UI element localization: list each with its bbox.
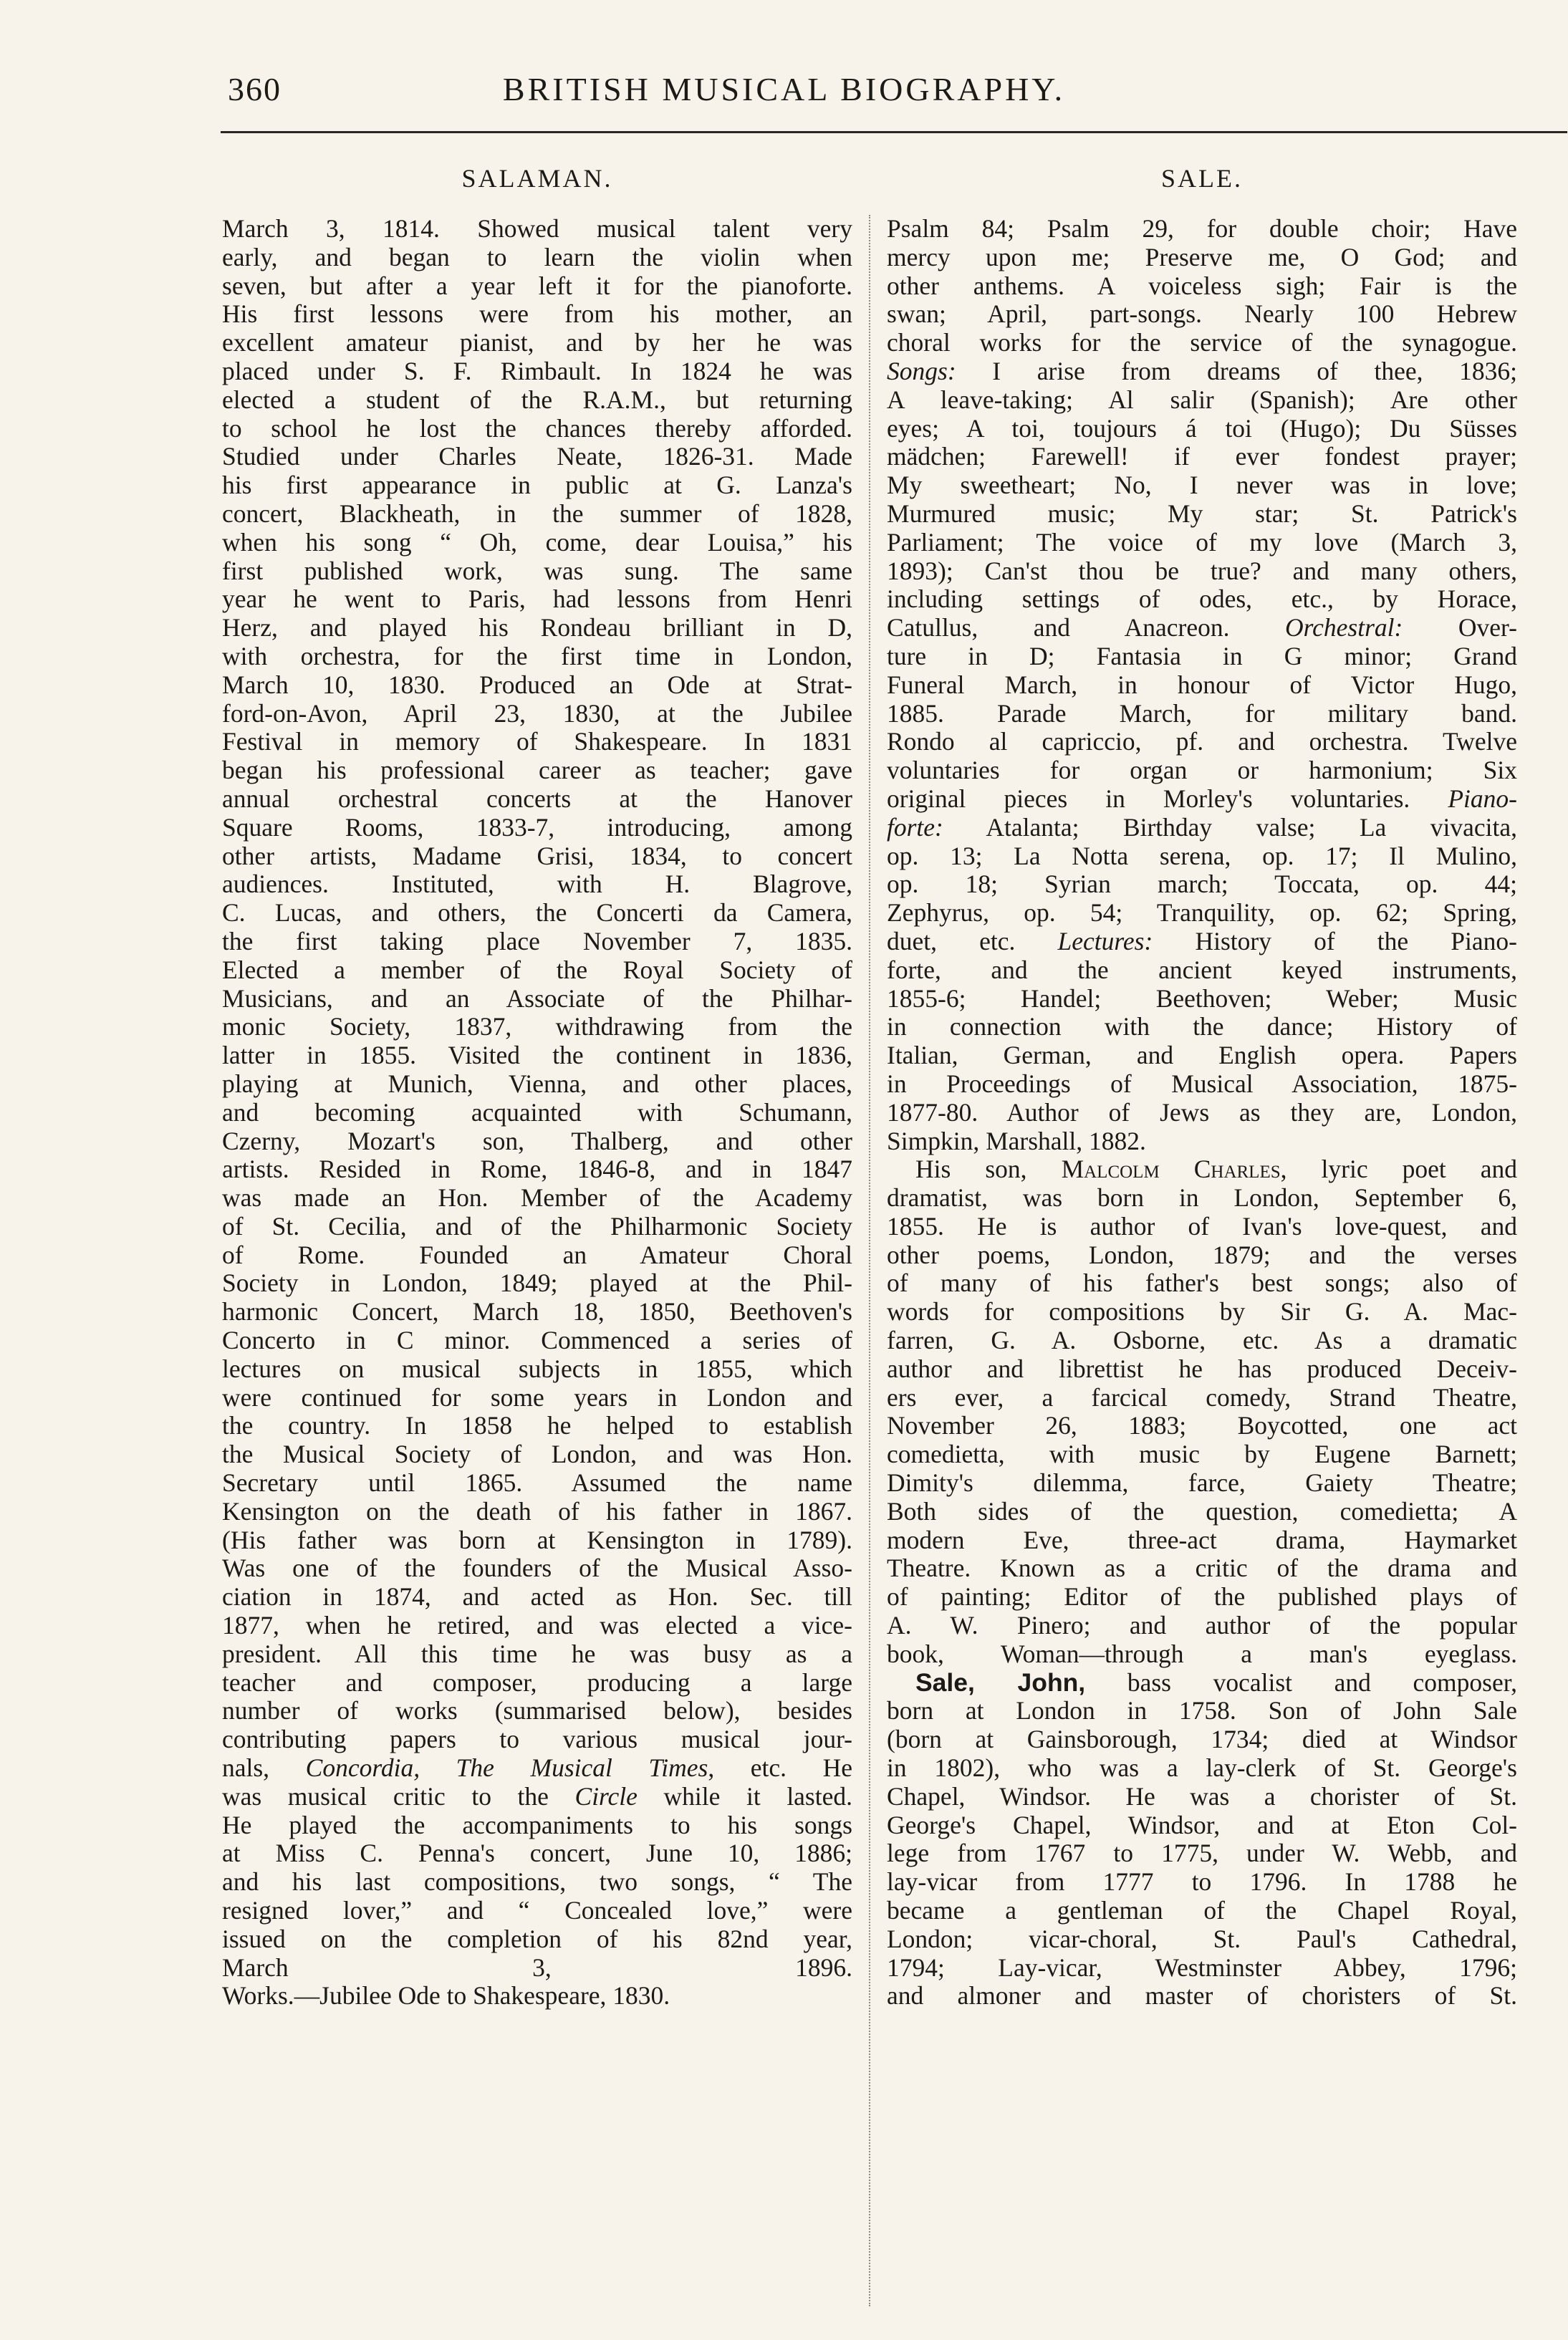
text-line: Italian, German, and English opera. Papers bbox=[887, 1041, 1517, 1070]
text-line: Secretary until 1865. Assumed the name bbox=[222, 1468, 852, 1498]
text-line: and his last compositions, two songs, “ The bbox=[222, 1867, 852, 1897]
text-line: Funeral March, in honour of Victor Hugo, bbox=[887, 670, 1517, 699]
column-divider bbox=[869, 215, 871, 2306]
text-line: first published work, was sung. The same bbox=[222, 556, 852, 585]
text-line: dramatist, was born in London, September 6, bbox=[887, 1183, 1517, 1213]
text-line: early, and began to learn the violin when bbox=[222, 242, 852, 271]
text-line: Festival in memory of Shakespeare. In 1831 bbox=[222, 727, 852, 756]
header-rule bbox=[221, 131, 1567, 133]
text-line: of painting; Editor of the published plays of bbox=[887, 1582, 1517, 1612]
text-line: Square Rooms, 1833-7, introducing, among bbox=[222, 812, 852, 842]
text-line: playing at Munich, Vienna, and other places, bbox=[222, 1069, 852, 1098]
text-line: in Proceedings of Musical Association, 1875- bbox=[887, 1069, 1517, 1098]
text-line: lege from 1767 to 1775, under W. Webb, and bbox=[887, 1839, 1517, 1868]
text-line: He played the accompaniments to his songs bbox=[222, 1810, 852, 1839]
text-line: concert, Blackheath, in the summer of 1828, bbox=[222, 499, 852, 528]
text-line: modern Eve, three-act drama, Haymarket bbox=[887, 1525, 1517, 1554]
text-line: to school he lost the chances thereby afforded. bbox=[222, 413, 852, 443]
text-line: president. All this time he was busy as a bbox=[222, 1639, 852, 1668]
text-line: C. Lucas, and others, the Concerti da Camera, bbox=[222, 898, 852, 928]
text-line: November 26, 1883; Boycotted, one act bbox=[887, 1411, 1517, 1440]
text-line: placed under S. F. Rimbault. In 1824 he was bbox=[222, 356, 852, 385]
text-line: March 3, 1814. Showed musical talent very bbox=[222, 214, 852, 243]
text-line: My sweetheart; No, I never was in love; bbox=[887, 471, 1517, 500]
text-line: audiences. Instituted, with H. Blagrove, bbox=[222, 870, 852, 899]
left-column bbox=[222, 215, 852, 2313]
text-line: Songs: I arise from dreams of thee, 1836; bbox=[887, 356, 1517, 385]
text-line: duet, etc. Lectures: History of the Piano- bbox=[887, 926, 1517, 955]
text-line: op. 18; Syrian march; Toccata, op. 44; bbox=[887, 870, 1517, 899]
text-line: and becoming acquainted with Schumann, bbox=[222, 1097, 852, 1127]
text-line: March 3, 1896. bbox=[222, 1953, 852, 1982]
text-line: with orchestra, for the first time in London, bbox=[222, 641, 852, 670]
text-line: Parliament; The voice of my love (March 3, bbox=[887, 527, 1517, 557]
text-line: teacher and composer, producing a large bbox=[222, 1667, 852, 1697]
text-line: forte, and the ancient keyed instruments, bbox=[887, 955, 1517, 984]
text-line: Chapel, Windsor. He was a chorister of St. bbox=[887, 1781, 1517, 1811]
text-line: original pieces in Morley's voluntaries. Piano- bbox=[887, 784, 1517, 813]
text-line: artists. Resided in Rome, 1846-8, and in 1847 bbox=[222, 1155, 852, 1184]
text-line: George's Chapel, Windsor, and at Eton Col- bbox=[887, 1810, 1517, 1839]
text-line: forte: Atalanta; Birthday valse; La vivacita, bbox=[887, 812, 1517, 842]
text-line: in 1802), who was a lay-clerk of St. George's bbox=[887, 1753, 1517, 1783]
running-head: BRITISH MUSICAL BIOGRAPHY. bbox=[502, 71, 1066, 107]
text-line: mercy upon me; Preserve me, O God; and bbox=[887, 242, 1517, 271]
text-line: 1794; Lay-vicar, Westminster Abbey, 1796; bbox=[887, 1953, 1517, 1982]
text-line: the Musical Society of London, and was Hon. bbox=[222, 1440, 852, 1469]
text-line: resigned lover,” and “ Concealed love,” were bbox=[222, 1896, 852, 1925]
text-line: harmonic Concert, March 18, 1850, Beethoven's bbox=[222, 1297, 852, 1327]
text-line: the first taking place November 7, 1835. bbox=[222, 926, 852, 955]
text-line: Simpkin, Marshall, 1882. bbox=[887, 1126, 1146, 1155]
text-line: choral works for the service of the synagogue. bbox=[887, 328, 1517, 357]
text-line: 1877, when he retired, and was elected a vice- bbox=[222, 1611, 852, 1640]
text-line: Catullus, and Anacreon. Orchestral: Over- bbox=[887, 613, 1517, 642]
text-line: Herz, and played his Rondeau brilliant in D, bbox=[222, 613, 852, 642]
text-line: year he went to Paris, had lessons from Henri bbox=[222, 584, 852, 614]
text-line: ers ever, a farcical comedy, Strand Theatre, bbox=[887, 1382, 1517, 1412]
text-line: other poems, London, 1879; and the verses bbox=[887, 1240, 1517, 1269]
text-line: of St. Cecilia, and of the Philharmonic Society bbox=[222, 1211, 852, 1241]
right-column-head: SALE. bbox=[1161, 164, 1243, 193]
text-line: Theatre. Known as a critic of the drama and bbox=[887, 1554, 1517, 1583]
right-column bbox=[887, 215, 1517, 2313]
text-line: March 10, 1830. Produced an Ode at Strat- bbox=[222, 670, 852, 699]
text-line: eyes; A toi, toujours á toi (Hugo); Du Süsses bbox=[887, 413, 1517, 443]
text-line: Society in London, 1849; played at the Phil- bbox=[222, 1268, 852, 1298]
text-line: A leave-taking; Al salir (Spanish); Are other bbox=[887, 385, 1517, 414]
text-line: Musicians, and an Associate of the Philhar- bbox=[222, 983, 852, 1013]
text-line: op. 13; La Notta serena, op. 17; Il Mulino, bbox=[887, 841, 1517, 870]
text-line: 1855. He is author of Ivan's love-quest, and bbox=[887, 1211, 1517, 1241]
text-line: monic Society, 1837, withdrawing from the bbox=[222, 1012, 852, 1041]
text-line: at Miss C. Penna's concert, June 10, 1886; bbox=[222, 1839, 852, 1868]
text-line: Dimity's dilemma, farce, Gaiety Theatre; bbox=[887, 1468, 1517, 1498]
text-line: Psalm 84; Psalm 29, for double choir; Have bbox=[887, 214, 1517, 243]
text-line: when his song “ Oh, come, dear Louisa,” his bbox=[222, 527, 852, 557]
text-line: His son, Malcolm Charles, lyric poet and bbox=[915, 1155, 1518, 1184]
text-line: nals, Concordia, The Musical Times, etc. He bbox=[222, 1753, 852, 1783]
text-line: was musical critic to the Circle while it lasted. bbox=[222, 1781, 852, 1811]
text-line: book, Woman—through a man's eyeglass. bbox=[887, 1639, 1517, 1668]
text-line: Was one of the founders of the Musical Asso- bbox=[222, 1554, 852, 1583]
text-line: Works.—Jubilee Ode to Shakespeare, 1830. bbox=[222, 1981, 670, 2011]
text-line: mädchen; Farewell! if ever fondest prayer; bbox=[887, 442, 1517, 471]
text-line: were continued for some years in London and bbox=[222, 1382, 852, 1412]
text-line: of Rome. Founded an Amateur Choral bbox=[222, 1240, 852, 1269]
left-column-head: SALAMAN. bbox=[461, 164, 613, 193]
text-line: the country. In 1858 he helped to establish bbox=[222, 1411, 852, 1440]
text-line: his first appearance in public at G. Lanza's bbox=[222, 471, 852, 500]
text-line: A. W. Pinero; and author of the popular bbox=[887, 1611, 1517, 1640]
text-line: Both sides of the question, comedietta; A bbox=[887, 1496, 1517, 1526]
text-line: born at London in 1758. Son of John Sale bbox=[887, 1696, 1517, 1725]
text-line: other artists, Madame Grisi, 1834, to concert bbox=[222, 841, 852, 870]
text-line: comedietta, with music by Eugene Barnett; bbox=[887, 1440, 1517, 1469]
text-line: excellent amateur pianist, and by her he was bbox=[222, 328, 852, 357]
text-line: Sale, John, bass vocalist and composer, bbox=[915, 1667, 1518, 1697]
text-line: ture in D; Fantasia in G minor; Grand bbox=[887, 641, 1517, 670]
text-line: Concerto in C minor. Commenced a series of bbox=[222, 1326, 852, 1355]
text-line: and almoner and master of choristers of St. bbox=[887, 1981, 1517, 2011]
text-line: of many of his father's best songs; also of bbox=[887, 1268, 1517, 1298]
text-line: Kensington on the death of his father in 1867. bbox=[222, 1496, 852, 1526]
text-line: His first lessons were from his mother, an bbox=[222, 299, 852, 329]
text-line: ford-on-Avon, April 23, 1830, at the Jubilee bbox=[222, 698, 852, 728]
text-line: Elected a member of the Royal Society of bbox=[222, 955, 852, 984]
text-line: annual orchestral concerts at the Hanover bbox=[222, 784, 852, 813]
page-number: 360 bbox=[228, 71, 282, 107]
text-line: seven, but after a year left it for the pianoforte. bbox=[222, 271, 852, 300]
text-line: words for compositions by Sir G. A. Mac- bbox=[887, 1297, 1517, 1327]
text-line: London; vicar-choral, St. Paul's Cathedral, bbox=[887, 1924, 1517, 1953]
text-line: contributing papers to various musical jour- bbox=[222, 1725, 852, 1754]
text-line: Czerny, Mozart's son, Thalberg, and other bbox=[222, 1126, 852, 1155]
text-line: voluntaries for organ or harmonium; Six bbox=[887, 756, 1517, 785]
text-line: Studied under Charles Neate, 1826-31. Made bbox=[222, 442, 852, 471]
text-line: ciation in 1874, and acted as Hon. Sec. till bbox=[222, 1582, 852, 1612]
text-line: became a gentleman of the Chapel Royal, bbox=[887, 1896, 1517, 1925]
text-line: (born at Gainsborough, 1734; died at Windsor bbox=[887, 1725, 1517, 1754]
text-line: elected a student of the R.A.M., but returning bbox=[222, 385, 852, 414]
text-line: author and librettist he has produced Deceiv- bbox=[887, 1354, 1517, 1383]
text-line: 1855-6; Handel; Beethoven; Weber; Music bbox=[887, 983, 1517, 1013]
text-line: swan; April, part-songs. Nearly 100 Hebrew bbox=[887, 299, 1517, 329]
text-line: other anthems. A voiceless sigh; Fair is the bbox=[887, 271, 1517, 300]
text-line: (His father was born at Kensington in 1789). bbox=[222, 1525, 852, 1554]
text-line: issued on the completion of his 82nd year, bbox=[222, 1924, 852, 1953]
text-line: 1885. Parade March, for military band. bbox=[887, 698, 1517, 728]
text-line: Zephyrus, op. 54; Tranquility, op. 62; Spring, bbox=[887, 898, 1517, 928]
text-line: lectures on musical subjects in 1855, which bbox=[222, 1354, 852, 1383]
page-header bbox=[0, 0, 1568, 143]
text-line: number of works (summarised below), besides bbox=[222, 1696, 852, 1725]
text-line: including settings of odes, etc., by Horace, bbox=[887, 584, 1517, 614]
text-line: in connection with the dance; History of bbox=[887, 1012, 1517, 1041]
text-line: latter in 1855. Visited the continent in 1836, bbox=[222, 1041, 852, 1070]
text-line: lay-vicar from 1777 to 1796. In 1788 he bbox=[887, 1867, 1517, 1897]
text-line: Murmured music; My star; St. Patrick's bbox=[887, 499, 1517, 528]
text-line: was made an Hon. Member of the Academy bbox=[222, 1183, 852, 1213]
text-line: 1893); Can'st thou be true? and many others, bbox=[887, 556, 1517, 585]
text-line: farren, G. A. Osborne, etc. As a dramatic bbox=[887, 1326, 1517, 1355]
text-line: began his professional career as teacher; gave bbox=[222, 756, 852, 785]
text-line: 1877-80. Author of Jews as they are, London, bbox=[887, 1097, 1517, 1127]
text-line: Rondo al capriccio, pf. and orchestra. Twelve bbox=[887, 727, 1517, 756]
